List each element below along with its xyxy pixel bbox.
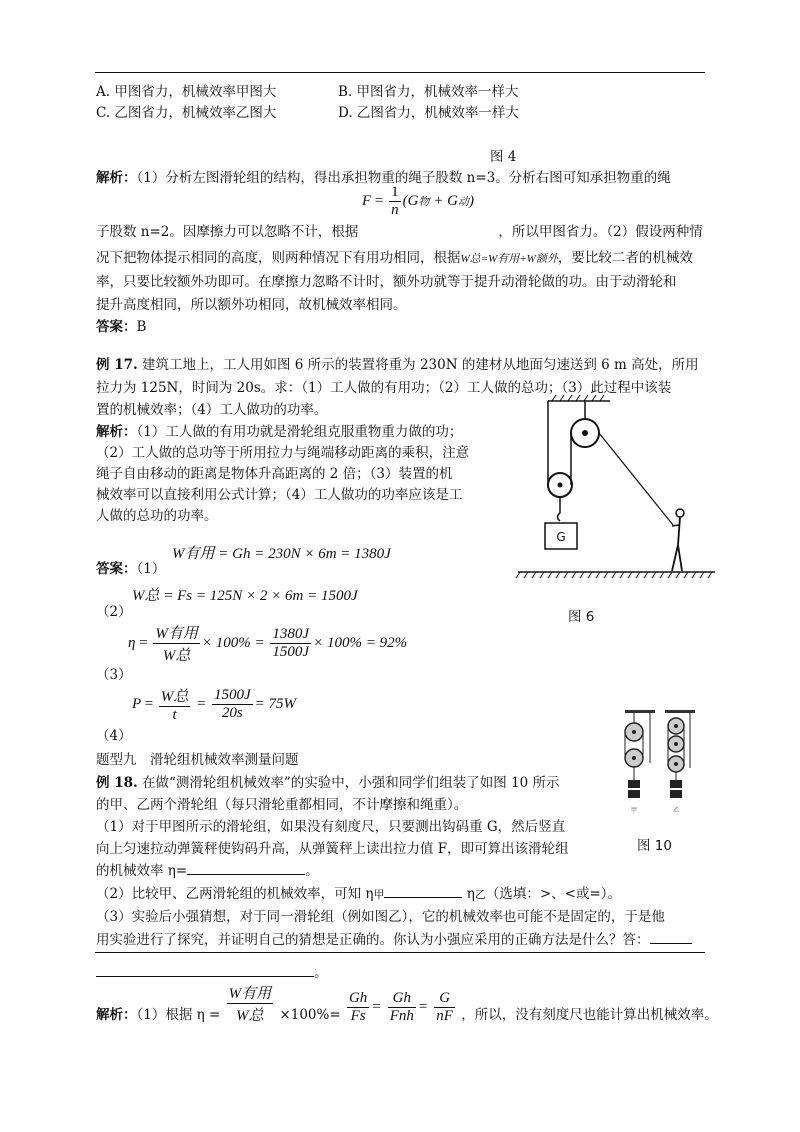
- subscript: 乙: [474, 888, 486, 901]
- formula-part: × 100% =: [201, 634, 265, 651]
- fig10-caption: 图 10: [637, 838, 672, 854]
- analysis1-line5: 提升高度相同，所以额外功相同，故机械效率相同。: [96, 297, 407, 313]
- frac-num: G: [434, 990, 455, 1008]
- example18-line6: [96, 882, 621, 902]
- work-formula: W总=W有用+W额外: [460, 253, 558, 265]
- fig10-label-left: 甲: [630, 807, 638, 814]
- fig10-label-right: 乙: [672, 807, 680, 814]
- analysis17-line3: 绳子自由移动的距离是物体升高距离的 2 倍；（3）装置的机: [96, 466, 453, 482]
- analysis-label: 解析：: [96, 424, 137, 440]
- frac-num: 1380J: [272, 626, 310, 642]
- frac-den: nF: [436, 1008, 453, 1024]
- example-text: η: [466, 886, 475, 902]
- frac-den: W总: [236, 1008, 264, 1024]
- answer17-label: [96, 557, 165, 577]
- example18-line2: 的甲、乙两个滑轮组（每只滑轮重都相同，不计摩擦和绳重）。: [96, 797, 468, 813]
- answer-value: B: [136, 319, 147, 335]
- analysis-text: （1）工人做的有用功就是滑轮组克服重物重力做的功；: [136, 424, 463, 440]
- answer1: [96, 315, 146, 335]
- option-d: D. 乙图省力，机械效率一样大: [338, 105, 519, 121]
- frac-den: Fs: [350, 1008, 366, 1024]
- analysis1-line3: [96, 246, 693, 266]
- analysis1-line4: 率，只要比较额外功即可。在摩擦力忽略不计时，额外功就等于提升动滑轮做的功。由于动滑轮和: [96, 274, 677, 290]
- analysis-text: 况下把物体提示相同的高度，则两种情况下有用功相同，根据: [96, 250, 461, 266]
- frac-num: W总: [159, 685, 191, 707]
- formula-total-work: W总 = Fs = 125N × 2 × 6m = 1500J: [132, 588, 358, 604]
- frac-num: Gh: [388, 990, 416, 1008]
- example-text: 。: [314, 965, 328, 981]
- formula-force: F = $\frac{1}{n}$ (G物 + G动): [362, 184, 474, 218]
- option-b: B. 甲图省力，机械效率一样大: [338, 84, 519, 100]
- frac-den: Fnh: [389, 1008, 414, 1024]
- formula-part: = 75W: [254, 695, 297, 712]
- frac-den: 1500J: [272, 644, 310, 660]
- answer-label: 答案：: [96, 319, 137, 335]
- answer-number: （1）: [136, 561, 166, 577]
- frac-num: Gh: [348, 990, 368, 1006]
- figure-10: [620, 708, 700, 828]
- section9-title: 题型九 滑轮组机械效率测量问题: [96, 752, 299, 768]
- analysis17-line2: （2）工人做的总功等于所用拉力与绳端移动距离的乘积，注意: [96, 445, 470, 461]
- fig6-box-label: G: [556, 530, 566, 544]
- analysis-text: 子股数 n=2。因摩擦力可以忽略不计，根据: [96, 224, 359, 240]
- fig4-caption: 图 4: [490, 149, 517, 165]
- example18-line4: 向上匀速拉动弹簧秤使钩码升高，从弹簧秤上读出拉力值 F，即可算出该滑轮组: [96, 841, 569, 857]
- example17-line2: 拉力为 125N，时间为 20s。求：（1）工人做的有用功；（2）工人做的总功；（3）此过程中该装: [96, 380, 672, 396]
- answer-blank-4[interactable]: [96, 976, 314, 977]
- answer17-n3: （3）: [96, 667, 132, 683]
- answer-blank-3[interactable]: [650, 943, 692, 944]
- example-text: 建筑工地上，工人用如图 6 所示的装置将重为 230N 的建材从地面匀速送到 6 m 高处，所用: [141, 357, 699, 373]
- frac-den: t: [172, 707, 177, 723]
- frac-den: 20s: [221, 705, 243, 721]
- example-text: 在做“测滑轮组机械效率”的实验中，小强和同学们组装了如图 10 所示: [141, 775, 560, 791]
- example18-line8: [96, 928, 692, 948]
- answer17-n4: （4）: [96, 728, 132, 744]
- formula-efficiency: η = $\frac{\text{W有用}}{\text{W总}}$ × 100% = $\frac{1380J}{1500J}$ × 100% = 92%: [128, 622, 407, 665]
- option-c: C. 乙图省力，机械效率乙图大: [96, 105, 277, 121]
- example-text: （选填：>、<或=）。: [485, 886, 622, 902]
- analysis-text: ，所以甲图省力。（2）假设两种情: [498, 224, 703, 240]
- answer-blank-2[interactable]: [384, 897, 462, 898]
- example18-line9: [96, 961, 328, 981]
- analysis-label: 解析：: [96, 170, 137, 186]
- analysis17-line4: 械效率可以直接利用公式计算；（4）工人做功的功率应该是工: [96, 487, 463, 503]
- answer-label: 答案：: [96, 561, 137, 577]
- analysis1-line1: [96, 166, 671, 186]
- analysis1-line2: [96, 220, 703, 240]
- figure-6: [510, 395, 720, 585]
- analysis-text: （1）分析左图滑轮组的结构，得出承担物重的绳子股数 n=3。分析右图可知承担物重的绳: [136, 170, 671, 186]
- analysis17-line5: 人做的总功的功率。: [96, 508, 218, 524]
- analysis-label: 解析：: [96, 1007, 137, 1023]
- analysis-text: （1）根据 η =: [136, 1007, 221, 1023]
- example-text: 用实验进行了探究，并证明自己的猜想是正确的。你认为小强应采用的正确方法是什么？答：: [96, 932, 650, 948]
- example18-line3: （1）对于甲图所示的滑轮组，如果没有刻度尺，只要测出钩码重 G，然后竖直: [96, 819, 566, 835]
- answer17-n2: （2）: [96, 604, 132, 620]
- formula-useful-work: W有用 = Gh = 230N × 6m = 1380J: [172, 546, 391, 562]
- subscript: 甲: [373, 888, 385, 901]
- answer-rule: [95, 952, 705, 953]
- analysis-text: ，要比较二者的机械效: [557, 250, 693, 266]
- example-label: 例 18.: [96, 775, 138, 791]
- frac-num: 1500J: [214, 687, 251, 703]
- example18-line5: [96, 859, 319, 879]
- formula-power: P = $\frac{\text{W总}}{t}$ = $\frac{1500J}{20s}$ = 75W: [132, 687, 297, 723]
- example18-line7: （3）实验后小强猜想，对于同一滑轮组（例如图乙），它的机械效率也可能不是固定的，于是他: [96, 909, 665, 925]
- analysis17-line1: [96, 420, 462, 440]
- frac-num: W有用: [227, 982, 274, 1004]
- example17-line1: [96, 353, 699, 373]
- top-rule: [95, 72, 705, 73]
- frac-num: W有用: [153, 622, 200, 644]
- example-label: 例 17.: [96, 357, 138, 373]
- example-text: 的机械效率 η=: [96, 863, 188, 879]
- formula-part: × 100% = 92%: [313, 634, 408, 651]
- fig6-caption: 图 6: [568, 609, 595, 625]
- answer-blank-1[interactable]: [187, 874, 305, 875]
- example-text: 。: [305, 863, 319, 879]
- analysis-text: ，所以，没有刻度尺也能计算出机械效率。: [461, 1007, 718, 1023]
- analysis-text: ×100%=: [279, 1007, 341, 1023]
- example17-line3: 置的机械效率；（4）工人做功的功率。: [96, 402, 328, 418]
- option-a: A. 甲图省力，机械效率甲图大: [96, 84, 277, 100]
- analysis18: 解析：（1）根据 η = $\frac{\text{W有用}}{\text{W总}}$ ×100%= $\frac{Gh}{Fs}$ = $\frac{Gh}{\text{Fnh}}$ = $\frac{G}{nF}$ ，所以，没有刻度尺也能计算出机械效率。: [96, 990, 718, 1025]
- example-text: （2）比较甲、乙两滑轮组的机械效率，可知 η: [96, 886, 374, 902]
- example18-line1: [96, 771, 560, 791]
- frac-den: W总: [162, 648, 191, 664]
